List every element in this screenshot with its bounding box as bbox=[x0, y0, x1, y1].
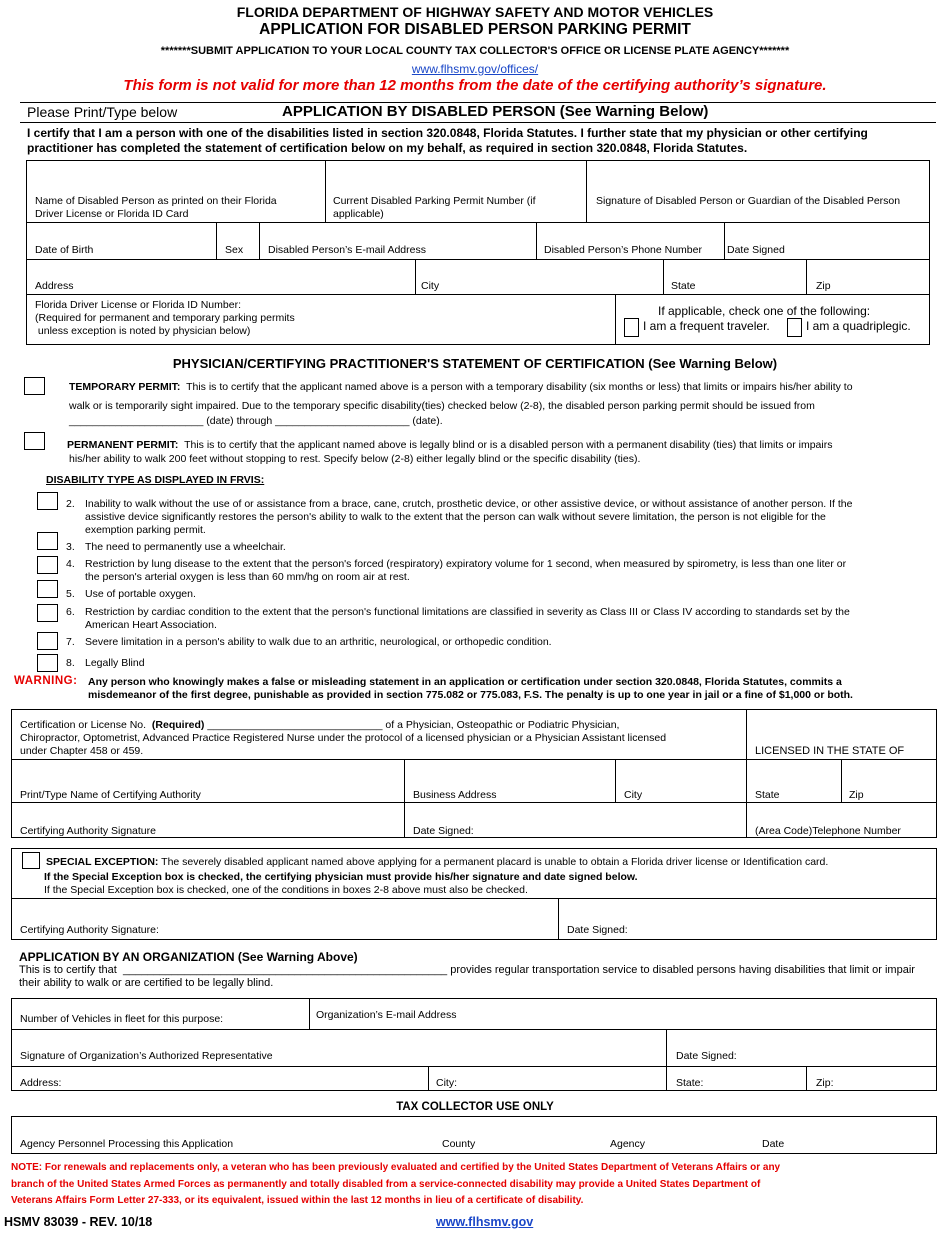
organization-signature-field[interactable]: Signature of Organization’s Authorized Representative bbox=[20, 1050, 273, 1062]
special-exception-checkbox[interactable] bbox=[22, 852, 40, 869]
col-divider bbox=[259, 222, 260, 259]
form-title: APPLICATION FOR DISABLED PERSON PARKING PERMIT bbox=[259, 21, 691, 38]
state-field[interactable]: State bbox=[671, 280, 696, 292]
disability-line: exemption parking permit. bbox=[85, 524, 206, 536]
col-divider bbox=[724, 222, 725, 259]
print-type-label: Please Print/Type below bbox=[27, 104, 178, 120]
sex-field[interactable]: Sex bbox=[225, 244, 244, 256]
organization-zip-field[interactable]: Zip: bbox=[816, 1077, 834, 1089]
permanent-permit-line: This is to certify that the applicant named above is legally blind or is a disabled person with a permanent disability (ties) that limits or impairs bbox=[184, 439, 833, 451]
permanent-permit-line: his/her ability to walk 200 feet without stopping to rest. Specify below (2-8) either legally blind or the specific disability (ties). bbox=[69, 453, 641, 465]
col-divider bbox=[536, 222, 537, 259]
city-field[interactable]: City bbox=[421, 280, 440, 292]
special-exception-title: SPECIAL EXCEPTION: bbox=[46, 856, 159, 868]
disability-6-text bbox=[85, 606, 930, 632]
col-divider bbox=[415, 259, 416, 294]
zip-field[interactable]: Zip bbox=[816, 280, 831, 292]
note-line: NOTE: For renewals and replacements only, a veteran who has been previously evaluated and certified by the United States Department of Veterans Affairs or any bbox=[11, 1162, 781, 1173]
row-divider bbox=[11, 1066, 937, 1067]
disability-4-text bbox=[85, 558, 930, 584]
address-field[interactable]: Address bbox=[35, 280, 74, 292]
quadriplegic-checkbox[interactable] bbox=[787, 318, 802, 337]
col-divider bbox=[309, 998, 310, 1029]
submit-instruction: *******SUBMIT APPLICATION TO YOUR LOCAL COUNTY TAX COLLECTOR'S OFFICE OR LICENSE PLATE AGENCY******* bbox=[160, 45, 790, 57]
col-divider bbox=[428, 1066, 429, 1091]
row-divider bbox=[26, 222, 930, 223]
warning-label: WARNING: bbox=[14, 675, 78, 687]
applicable-label: If applicable, check one of the following: bbox=[658, 304, 871, 318]
disability-number: 6. bbox=[66, 606, 75, 618]
tax-date-field[interactable]: Date bbox=[762, 1138, 785, 1150]
department-name: FLORIDA DEPARTMENT OF HIGHWAY SAFETY AND MOTOR VEHICLES bbox=[236, 4, 714, 20]
disability-line: assistive device significantly restores the person's ability to walk to the extent that the person can walk without severe limitation, the person is not eligible for the bbox=[85, 511, 826, 523]
disability-line: American Heart Association. bbox=[85, 619, 217, 631]
driver-license-field[interactable]: Florida Driver License or Florida ID Number: bbox=[35, 299, 241, 311]
disability-number: 8. bbox=[66, 657, 75, 669]
phone-field[interactable]: Disabled Person’s Phone Number bbox=[544, 244, 702, 256]
disability-number: 5. bbox=[66, 588, 75, 600]
disability-7-checkbox[interactable] bbox=[37, 632, 58, 650]
certifying-date-field[interactable]: Date Signed: bbox=[413, 825, 474, 837]
disability-type-heading: DISABILITY TYPE AS DISPLAYED IN FRVIS: bbox=[46, 474, 265, 486]
temporary-permit-checkbox[interactable] bbox=[24, 377, 45, 395]
note-line: branch of the United States Armed Forces as permanently and totally disabled from a service-connected disability may provide a United States Department of bbox=[11, 1178, 761, 1190]
disability-number: 7. bbox=[66, 636, 75, 648]
col-divider bbox=[216, 222, 217, 259]
certifying-signature-field[interactable]: Certifying Authority Signature bbox=[20, 825, 156, 837]
permit-number-field[interactable]: Current Disabled Parking Permit Number (if applicable) bbox=[333, 195, 536, 220]
row-divider bbox=[26, 259, 930, 260]
license-number-field[interactable] bbox=[20, 719, 740, 732]
required-label: (Required) bbox=[151, 719, 205, 731]
disability-2-text bbox=[85, 498, 930, 537]
special-signature-field[interactable]: Certifying Authority Signature: bbox=[20, 924, 159, 936]
organization-name-blank[interactable]: _____________________________________________________ bbox=[122, 964, 448, 976]
organization-address-field[interactable]: Address: bbox=[20, 1077, 62, 1089]
disability-6-checkbox[interactable] bbox=[37, 604, 58, 622]
agency-field[interactable]: Agency bbox=[610, 1138, 646, 1150]
disability-line: Restriction by lung disease to the extent that the person's forced (respiratory) expiratory volume for 1 second, when measured by spirometry, is less than one liter or bbox=[85, 558, 847, 570]
license-label: ______________________________ of a Physician, Osteopathic or Podiatric Physician, bbox=[207, 719, 620, 731]
certifying-name-field[interactable]: Print/Type Name of Certifying Authority bbox=[20, 789, 201, 801]
permanent-permit-checkbox[interactable] bbox=[24, 432, 45, 450]
date-signed-field[interactable]: Date Signed bbox=[727, 244, 785, 256]
county-field[interactable]: County bbox=[442, 1138, 476, 1150]
col-divider bbox=[615, 294, 616, 345]
licensed-state-field[interactable]: LICENSED IN THE STATE OF bbox=[755, 745, 905, 757]
special-exception-line: The severely disabled applicant named above applying for a permanent placard is unable to obtain a Florida driver license or Identification card. bbox=[161, 856, 829, 868]
date-of-birth-field[interactable]: Date of Birth bbox=[35, 244, 94, 256]
organization-email-field[interactable]: Organization’s E-mail Address bbox=[316, 1009, 457, 1021]
validity-notice: This form is not valid for more than 12 months from the date of the certifying authority’s signature. bbox=[123, 77, 827, 94]
temporary-permit-dates[interactable]: _______________________ (date) through _______________________ (date). bbox=[69, 415, 443, 427]
permanent-permit-title: PERMANENT PERMIT: bbox=[67, 439, 179, 451]
organization-certify-text bbox=[19, 964, 939, 977]
organization-section-title: APPLICATION BY AN ORGANIZATION (See Warning Above) bbox=[19, 950, 358, 964]
disability-8-checkbox[interactable] bbox=[37, 654, 58, 672]
certifying-phone-field[interactable]: (Area Code)Telephone Number bbox=[755, 825, 901, 837]
temporary-permit-text bbox=[69, 381, 929, 394]
quadriplegic-label: I am a quadriplegic. bbox=[806, 319, 911, 333]
disability-8-text: Legally Blind bbox=[85, 657, 145, 669]
vehicles-field[interactable]: Number of Vehicles in fleet for this purpose: bbox=[20, 1013, 224, 1025]
warning-line: misdemeanor of the first degree, punishable as provided in section 775.082 or 775.083, F.S. The penalty is up to one year in jail or a fine of $1,000 or both. bbox=[88, 689, 853, 701]
disability-number: 2. bbox=[66, 498, 75, 510]
col-divider bbox=[806, 1066, 807, 1091]
special-exception-note: If the Special Exception box is checked, one of the conditions in boxes 2-8 above must also be checked. bbox=[44, 884, 528, 896]
veteran-note bbox=[11, 1160, 941, 1210]
applicant-signature-field[interactable]: Signature of Disabled Person or Guardian of the Disabled Person bbox=[596, 195, 901, 207]
form-number: HSMV 83039 - REV. 10/18 bbox=[4, 1215, 153, 1229]
business-zip-field[interactable]: Zip bbox=[849, 789, 864, 801]
disability-4-checkbox[interactable] bbox=[37, 556, 58, 574]
email-field[interactable]: Disabled Person’s E-mail Address bbox=[268, 244, 426, 256]
organization-text: their ability to walk or are certified to be legally blind. bbox=[19, 977, 274, 989]
offices-link[interactable]: www.flhsmv.gov/offices/ bbox=[411, 62, 539, 76]
driver-license-note: (Required for permanent and temporary parking permits bbox=[35, 312, 295, 324]
applicant-certification-text: I certify that I am a person with one of the disabilities listed in section 320.0848, Florida Statutes. I further state that my physician or other certifying practitioner has completed the statement of certification below on my behalf, as required in section 320.0848, Florida Statutes. bbox=[27, 126, 868, 155]
col-divider bbox=[558, 898, 559, 940]
row-divider bbox=[11, 802, 937, 803]
disability-3-text: The need to permanently use a wheelchair. bbox=[85, 541, 286, 553]
disability-5-checkbox[interactable] bbox=[37, 580, 58, 598]
col-divider bbox=[404, 759, 405, 838]
temporary-permit-title: TEMPORARY PERMIT: bbox=[69, 381, 181, 393]
row-divider bbox=[11, 1029, 937, 1030]
row-divider bbox=[26, 294, 930, 295]
warning-line: Any person who knowingly makes a false or misleading statement in an application or certification under section 320.0848, Florida Statutes, commits a bbox=[88, 676, 842, 688]
physician-section-title: PHYSICIAN/CERTIFYING PRACTITIONER'S STATEMENT OF CERTIFICATION (See Warning Below) bbox=[172, 356, 778, 371]
divider bbox=[20, 122, 936, 123]
disability-line: Inability to walk without the use of or assistance from a brace, cane, crutch, prosthetic device, or other assistive device, or without assistance of another person. If the bbox=[85, 498, 853, 510]
disability-number: 3. bbox=[66, 541, 75, 553]
disability-number: 4. bbox=[66, 558, 75, 570]
business-city-field[interactable]: City bbox=[624, 789, 643, 801]
special-exception-text bbox=[46, 856, 931, 869]
col-divider bbox=[663, 259, 664, 294]
permanent-permit-text bbox=[67, 439, 937, 452]
col-divider bbox=[841, 759, 842, 802]
tax-collector-title: TAX COLLECTOR USE ONLY bbox=[396, 1101, 554, 1113]
disability-2-checkbox[interactable] bbox=[37, 492, 58, 510]
flhsmv-link[interactable]: www.flhsmv.gov bbox=[436, 1215, 534, 1229]
frequent-traveler-label: I am a frequent traveler. bbox=[643, 319, 770, 333]
agency-personnel-field[interactable]: Agency Personnel Processing this Application bbox=[20, 1138, 234, 1150]
business-address-field[interactable]: Business Address bbox=[413, 789, 497, 801]
col-divider bbox=[746, 709, 747, 838]
license-description: Chiropractor, Optometrist, Advanced Practice Registered Nurse under the protocol of a licensed physician or a Physician Assistant licensed bbox=[20, 732, 667, 744]
col-divider bbox=[806, 259, 807, 294]
disability-7-text: Severe limitation in a person's ability to walk due to an arthritic, neurological, or orthopedic condition. bbox=[85, 636, 552, 648]
applicant-name-field[interactable]: Name of Disabled Person as printed on their Florida Driver License or Florida ID Card bbox=[35, 195, 277, 220]
organization-table bbox=[11, 998, 937, 1091]
organization-city-field[interactable]: City: bbox=[436, 1077, 457, 1089]
license-label: Certification or License No. bbox=[20, 719, 147, 731]
note-line: Veterans Affairs Form Letter 27-333, or its equivalent, issued within the last 12 months in lieu of a certificate of disability. bbox=[11, 1195, 584, 1206]
disability-line: Restriction by cardiac condition to the extent that the person's functional limitations are classified in severity as Class III or Class IV according to standards set by the bbox=[85, 606, 850, 618]
organization-text: provides regular transportation service to disabled persons having disabilities that limit or impair bbox=[450, 964, 915, 976]
temporary-permit-line: walk or is temporarily sight impaired. Due to the temporary specific disability(ties) checked below (2-8), the disabled person parking permit should be issued from bbox=[69, 400, 815, 412]
applicant-section-title: APPLICATION BY DISABLED PERSON (See Warning Below) bbox=[282, 103, 709, 120]
frequent-traveler-checkbox[interactable] bbox=[624, 318, 639, 337]
disability-5-text: Use of portable oxygen. bbox=[85, 588, 196, 600]
driver-license-note: unless exception is noted by physician below) bbox=[35, 325, 251, 337]
col-divider bbox=[615, 759, 616, 802]
temporary-permit-line: This is to certify that the applicant named above is a person with a temporary disability (six months or less) that limits or impairs his/her ability to bbox=[186, 381, 853, 393]
organization-state-field[interactable]: State: bbox=[676, 1077, 704, 1089]
disability-line: the person's arterial oxygen is less than 60 mm/hg on room air at rest. bbox=[85, 571, 410, 583]
organization-text: This is to certify that bbox=[19, 964, 117, 976]
col-divider bbox=[666, 1029, 667, 1091]
row-divider bbox=[11, 759, 937, 760]
row-divider bbox=[11, 898, 937, 899]
business-state-field[interactable]: State bbox=[755, 789, 780, 801]
special-exception-instruction: If the Special Exception box is checked, the certifying physician must provide his/her signature and date signed below. bbox=[44, 871, 638, 883]
license-description: under Chapter 458 or 459. bbox=[20, 745, 144, 757]
warning-text bbox=[88, 676, 938, 702]
col-divider bbox=[586, 160, 587, 222]
col-divider bbox=[325, 160, 326, 222]
special-date-field[interactable]: Date Signed: bbox=[567, 924, 628, 936]
organization-date-field[interactable]: Date Signed: bbox=[676, 1050, 737, 1062]
disability-3-checkbox[interactable] bbox=[37, 532, 58, 550]
